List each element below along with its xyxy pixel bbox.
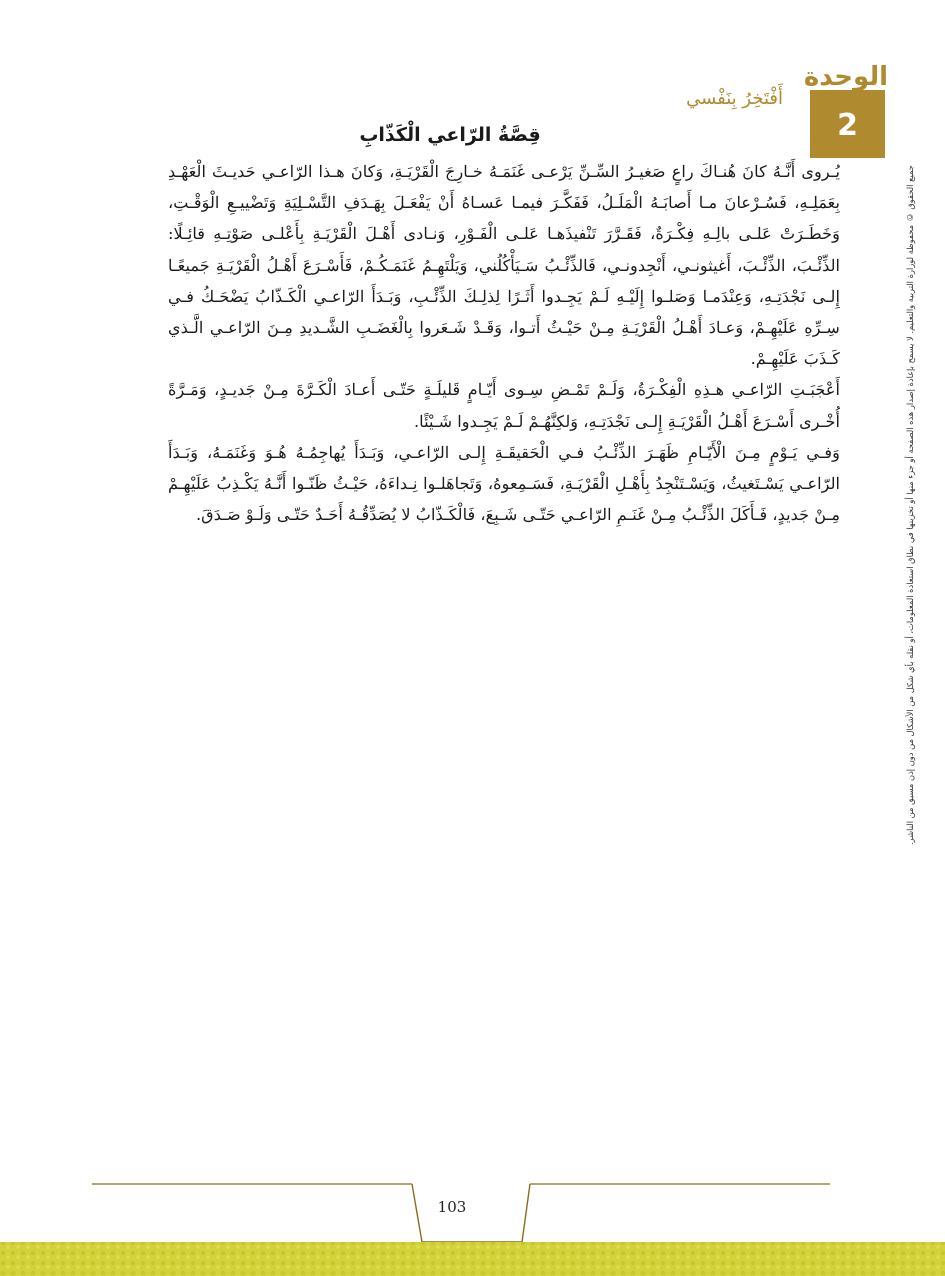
copyright-note: جميع الحقوق © محفوظة لوزارة التربية والتعليم. لا يسمح بإعادة إصدار هذه الصفحة أو جزء منها أو تخزينها في نطاق استعادة المعلومات، أو نقله بأي شكل من الأشكال من دون إذن مسبق من الناشر. <box>905 165 915 845</box>
page-number: 103 <box>437 1198 467 1216</box>
unit-number: 2 <box>837 108 858 143</box>
story-paragraph-1: يُـروى أَنَّـهُ كانَ هُنـاكَ راعٍ صَغيـرُ السِّـنِّ يَرْعـى غَنَمَـهُ خـارِجَ الْقَرْيَـةِ، وَكانَ هـذا الرّاعـي حَديـثَ الْعَهْـدِ بِعَمَلِـهِ، فَسُـرْعانَ مـا أَصابَـهُ الْمَلَـلُ، فَفَكَّـرَ فيمـا عَسـاهُ أَنْ يَفْعَـلَ بِهَـدَفِ التَّسْـلِيَةِ وَتَضْييـعِ الْوَقْـتِ، وَخَطَـرَتْ عَلـى بالِـهِ فِكْـرَةٌ، فَقَـرَّرَ تَنْفيذَهـا عَلـى الْفَـوْرِ، وَنـادى أَهْـلَ الْقَرْيَـةِ بِأَعْلـى صَوْتِـهِ قائِـلًا: الذِّئْـبَ، الذِّئْـبَ، أَغيثونـي، أَنْجِدونـي، فَالذِّئْـبُ سَـيَأْكُلُني، وَيَلْتَهِـمُ غَنَمَـكُـمْ، فَأَسْـرَعَ أَهْـلُ الْقَرْيَـةِ جَميعًـا إِلـى نَجْدَتِـهِ، وَعِنْدَمـا وَصَلـوا إِلَيْـهِ لَـمْ يَجِـدوا أَثَـرًا لِذلِـكَ الذِّئْـبِ، وَبَـدَأَ الرّاعـي الْكَـذّابُ يَضْحَـكُ فـي سِـرِّهِ عَلَيْهِـمْ، وَعـادَ أَهْـلُ الْقَرْيَـةِ مِـنْ حَيْـثُ أَتـوا، وَقَـدْ شَـعَروا بِالْغَضَـبِ الشَّـديدِ مِـنَ الرّاعـي الَّـذي كَـذَبَ عَلَيْهِـمْ. <box>168 162 840 369</box>
story-paragraph-3: وَفـي يَـوْمٍ مِـنَ الْأَيّـامِ ظَهَـرَ الذِّئْـبُ فـي الْحَقيقَـةِ إِلـى الرّاعـي، وَبَـدَأَ يُهاجِمُـهُ هُـوَ وَغَنَمَـهُ، وَبَـدَأَ الرّاعـي يَسْـتَغيثُ، وَيَسْـتَنْجِدُ بِأَهْـلِ الْقَرْيَـةِ، فَسَـمِعوهُ، وَتَجاهَلـوا نِـداءَهُ، حَيْـثُ ظَنّـوا أَنَّـهُ يَكْـذِبُ عَلَيْهِـمْ مِـنْ جَديدٍ، فَـأَكَلَ الذِّئْـبُ مِـنْ غَنَـمِ الرّاعـي حَتّـى شَـبِعَ، فَالْكَـذّابُ لا يُصَدِّقُـهُ أَحَـدٌ حَتّـى وَلَـوْ صَـدَقَ. <box>168 442 840 525</box>
story-paragraph-2: أَعْجَبَـتِ الرّاعـي هـذِهِ الْفِكْـرَةُ، وَلَـمْ تَمْـضِ سِـوى أَيّـامٍ قَليلَـةٍ حَتّـى أَعـادَ الْكَـرَّةَ مِـنْ جَديـدٍ، وَمَـرَّةً أُخْـرى أَسْـرَعَ أَهْـلُ الْقَرْيَـةِ إِلـى نَجْدَتِـهِ، وَلكِنَّهُـمْ لَـمْ يَجِـدوا شَـيْئًا. <box>168 380 840 431</box>
story-body <box>168 156 840 530</box>
section-subtitle: أَفْتَخِرُ بِنَفْسي <box>686 88 783 109</box>
footer-decoration <box>0 1170 945 1276</box>
unit-label: الوحدة <box>803 62 888 92</box>
footer-band-texture <box>0 1242 945 1276</box>
story-title: قِصَّةُ الرّاعي الْكَذّابِ <box>359 124 541 146</box>
